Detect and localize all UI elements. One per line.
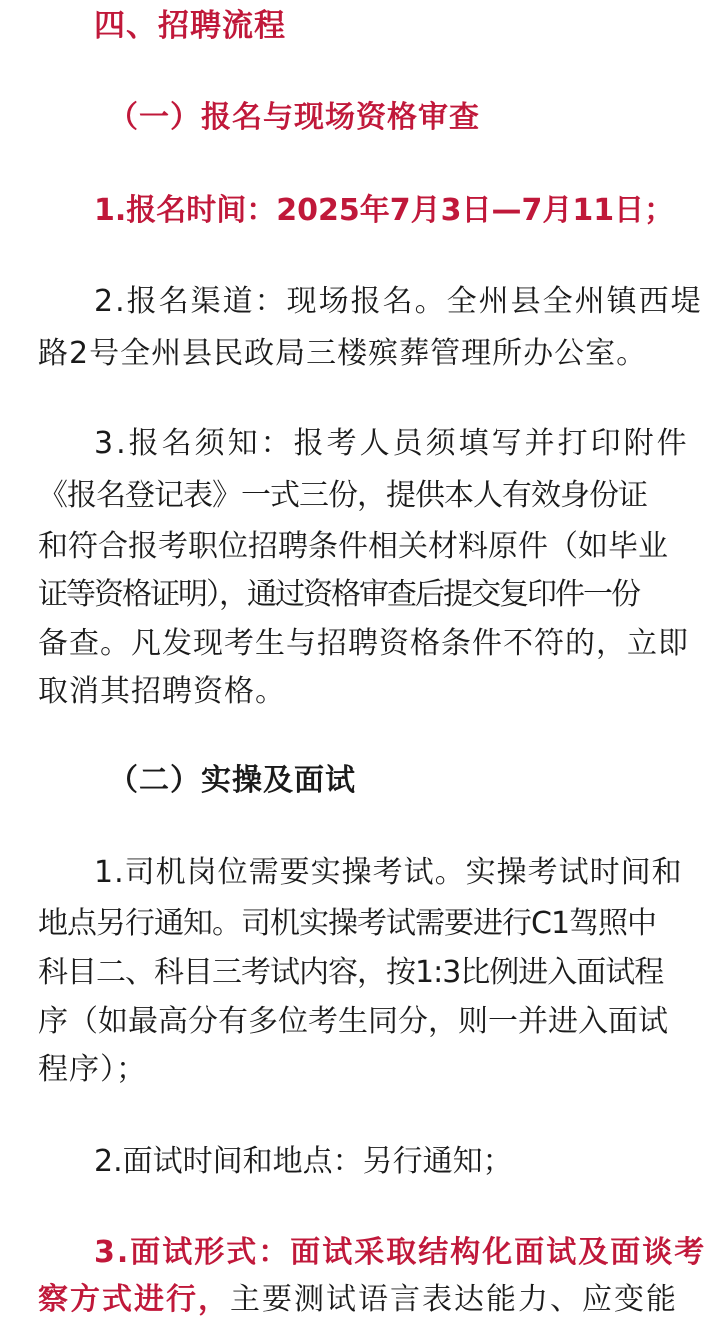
interview-time: 2.面试时间和地点：另行通知； bbox=[94, 1144, 513, 1179]
registration-channel-line-1: 2.报名渠道：现场报名。全州县全州镇西堤 bbox=[94, 284, 703, 319]
driver-exam-line-1: 1.司机岗位需要实操考试。实操考试时间和 bbox=[94, 855, 683, 890]
interview-format-line-2 bbox=[38, 1280, 720, 1320]
section-2-title: （二）实操及面试 bbox=[108, 763, 356, 798]
registration-notice-line-4: 证等资格证明），通过资格审查后提交复印件一份 bbox=[38, 577, 639, 612]
registration-notice-line-6: 取消其招聘资格。 bbox=[38, 674, 286, 709]
interview-format-rest: 主要测试语言表达能力、应变能 bbox=[230, 1282, 678, 1317]
heading-main: 四、招聘流程 bbox=[94, 8, 286, 44]
driver-exam-line-5: 程序）； bbox=[38, 1052, 147, 1087]
registration-notice-line-2: 《报名登记表》一式三份，提供本人有效身份证 bbox=[38, 478, 647, 513]
driver-exam-line-4: 序（如最高分有多位考生同分，则一并进入面试 bbox=[38, 1004, 668, 1039]
registration-channel-line-2: 路2号全州县民政局三楼殡葬管理所办公室。 bbox=[38, 336, 648, 371]
registration-time: 1.报名时间：2025年7月3日—7月11日； bbox=[94, 193, 675, 228]
section-1-title: （一）报名与现场资格审查 bbox=[108, 100, 480, 135]
driver-exam-line-2: 地点另行通知。司机实操考试需要进行C1驾照中 bbox=[38, 906, 657, 941]
registration-notice-line-5: 备查。凡发现考生与招聘资格条件不符的，立即 bbox=[38, 626, 689, 661]
registration-notice-line-3: 和符合报考职位招聘条件相关材料原件（如毕业 bbox=[38, 529, 668, 564]
interview-format-highlight: 察方式进行， bbox=[38, 1282, 230, 1317]
interview-format-line-1: 3.面试形式：面试采取结构化面试及面谈考 bbox=[94, 1235, 707, 1270]
driver-exam-line-3: 科目二、科目三考试内容，按1:3比例进入面试程 bbox=[38, 955, 664, 990]
registration-notice-line-1: 3.报名须知：报考人员须填写并打印附件 bbox=[94, 426, 690, 461]
